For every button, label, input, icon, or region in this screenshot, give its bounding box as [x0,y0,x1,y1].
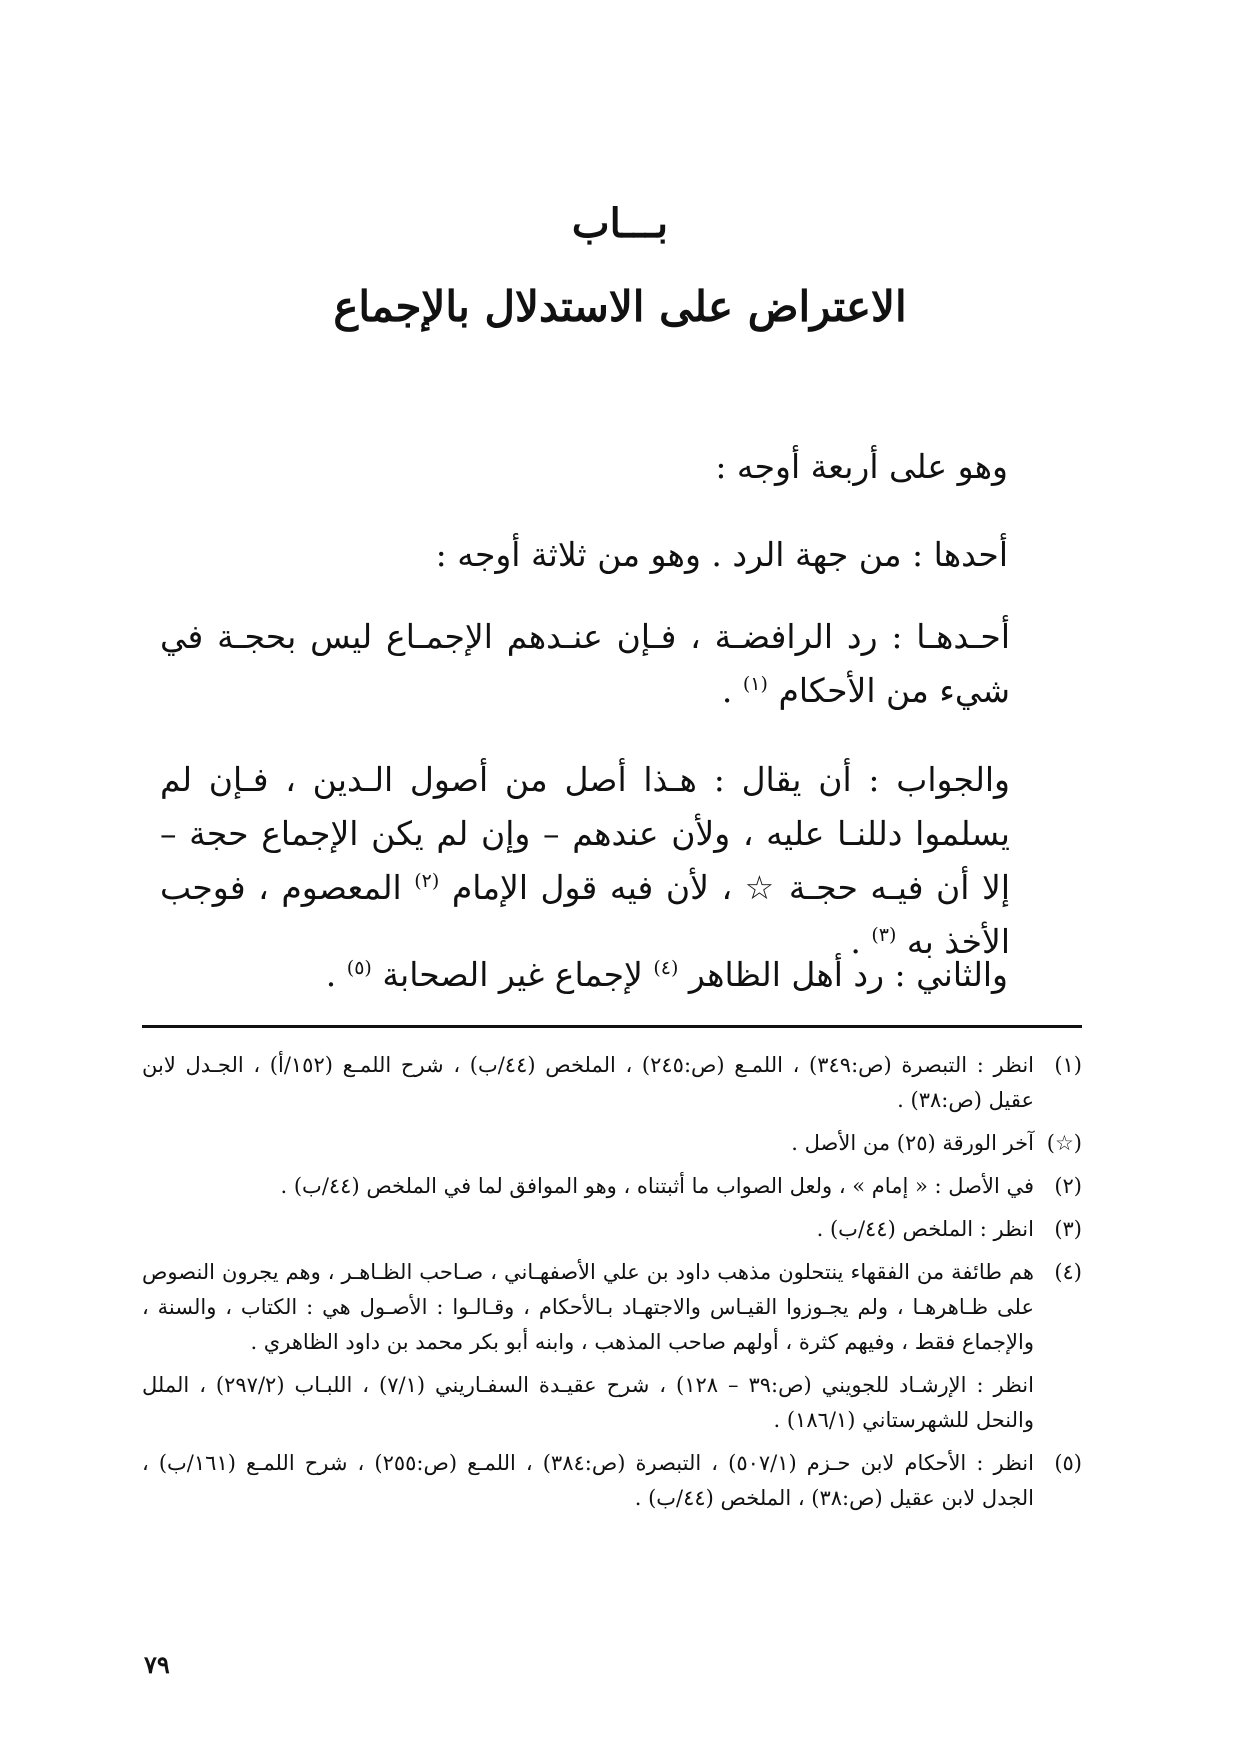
page-number: ٧٩ [144,1650,170,1679]
footnote-number: (☆) [1046,1131,1082,1155]
footnote-text-block [142,1255,1034,1438]
footnote-text: هم طائفة من الفقهاء ينتحلون مذهب داود بن علي الأصفهـاني ، صـاحب الظـاهـر ، وهم يجرون النصوص على ظـاهرهـا ، ولم يجـوزوا القيـاس والاجتهـاد بـالأحكام ، وقـالـوا : الأصـول هي : الكتاب ، والسنة ، والإجماع فقط ، وفيهم كثرة ، أولهم صاحب المذهب ، وابنه أبو بكر محمد بن داود الظاهري . [142,1260,1034,1354]
footnote-number: (١) [1054,1053,1082,1077]
footnote-ref-3[interactable]: (٣) [871,924,897,946]
footnote-text: آخر الورقة (٢٥) من الأصل . [791,1131,1034,1155]
paragraph-second-text-a: والثاني : رد أهل الظاهر [688,955,1008,994]
footnote-item [142,1169,1082,1204]
paragraph-answer [160,753,1010,969]
paragraph-rafida-end: . [721,671,743,710]
paragraph-answer-text-a: والجواب : أن يقال : هـذا أصل من أصول الـدين ، فـإن لم يسلموا دللنـا عليه ، ولأن عندهم – وإن لم يكن الإجماع حجة – إلا أن فيـه حجـة ☆ ، لأن فيه قول الإمام [160,760,1010,907]
footnotes-section [142,1048,1082,1524]
footnote-number: (٤) [1054,1260,1082,1284]
footnote-ref-2[interactable]: (٢) [414,870,440,892]
footnote-ref-1[interactable]: (١) [742,673,768,695]
footnote-item [142,1126,1082,1161]
footnote-number: (٥) [1054,1451,1082,1475]
footnote-text: في الأصل : « إمام » ، ولعل الصواب ما أثبتناه ، وهو الموافق لما في الملخص (٤٤/ب) . [280,1174,1034,1198]
footnote-ref-4[interactable]: (٤) [653,957,679,979]
footnote-text: انظر : الأحكام لابن حـزم (٥٠٧/١) ، التبصرة (ص:٣٨٤) ، اللمـع (ص:٢٥٥) ، شرح اللمـع (١٦١/ب) ، الجدل لابن عقيل (ص:٣٨) ، الملخص (٤٤/ب) . [142,1451,1034,1510]
paragraph-first-aspect: أحدها : من جهة الرد . وهو من ثلاثة أوجه : [435,535,1008,574]
footnote-number: (٢) [1054,1174,1082,1198]
footnote-text: انظر : الملخص (٤٤/ب) . [816,1217,1034,1241]
footnote-item [142,1212,1082,1247]
footnote-number: (٣) [1054,1217,1082,1241]
paragraph-answer-end: . [850,922,872,961]
paragraph-answer-text-b: المعصوم ، فوجب الأخذ به [160,868,1010,961]
footnote-continuation: انظر : الإرشـاد للجويني (ص:٣٩ – ١٢٨) ، شرح عقيـدة السفـاريني (٧/١) ، اللبـاب (٢٩٧/٢) ، الملل والنحل للشهرستاني (١٨٦/١) . [142,1373,1034,1432]
footnote-item [142,1446,1082,1516]
paragraph-rafida-text: أحـدهـا : رد الرافضـة ، فـإن عنـدهم الإجمـاع ليس بحجـة في شيء من الأحكام [160,617,1010,710]
footnote-ref-5[interactable]: (٥) [346,957,372,979]
paragraph-second-text-b: لإجماع غير الصحابة [382,955,654,994]
paragraph-rafida [160,610,1010,718]
chapter-title: الاعتراض على الاستدلال بالإجماع [333,282,907,331]
footnote-item [142,1255,1082,1438]
paragraph-second-aspect [158,948,1008,1002]
chapter-label: بـــاب [571,200,669,247]
footnote-text: انظر : التبصرة (ص:٣٤٩) ، اللمـع (ص:٢٤٥) ، الملخص (٤٤/ب) ، شرح اللمـع (١٥٢/أ) ، الجـدل لابن عقيل (ص:٣٨) . [142,1053,1034,1112]
paragraph-second-end: . [325,955,347,994]
footnote-item [142,1048,1082,1118]
paragraph-intro: وهو على أربعة أوجه : [715,447,1008,486]
footnote-separator [142,1025,1082,1028]
